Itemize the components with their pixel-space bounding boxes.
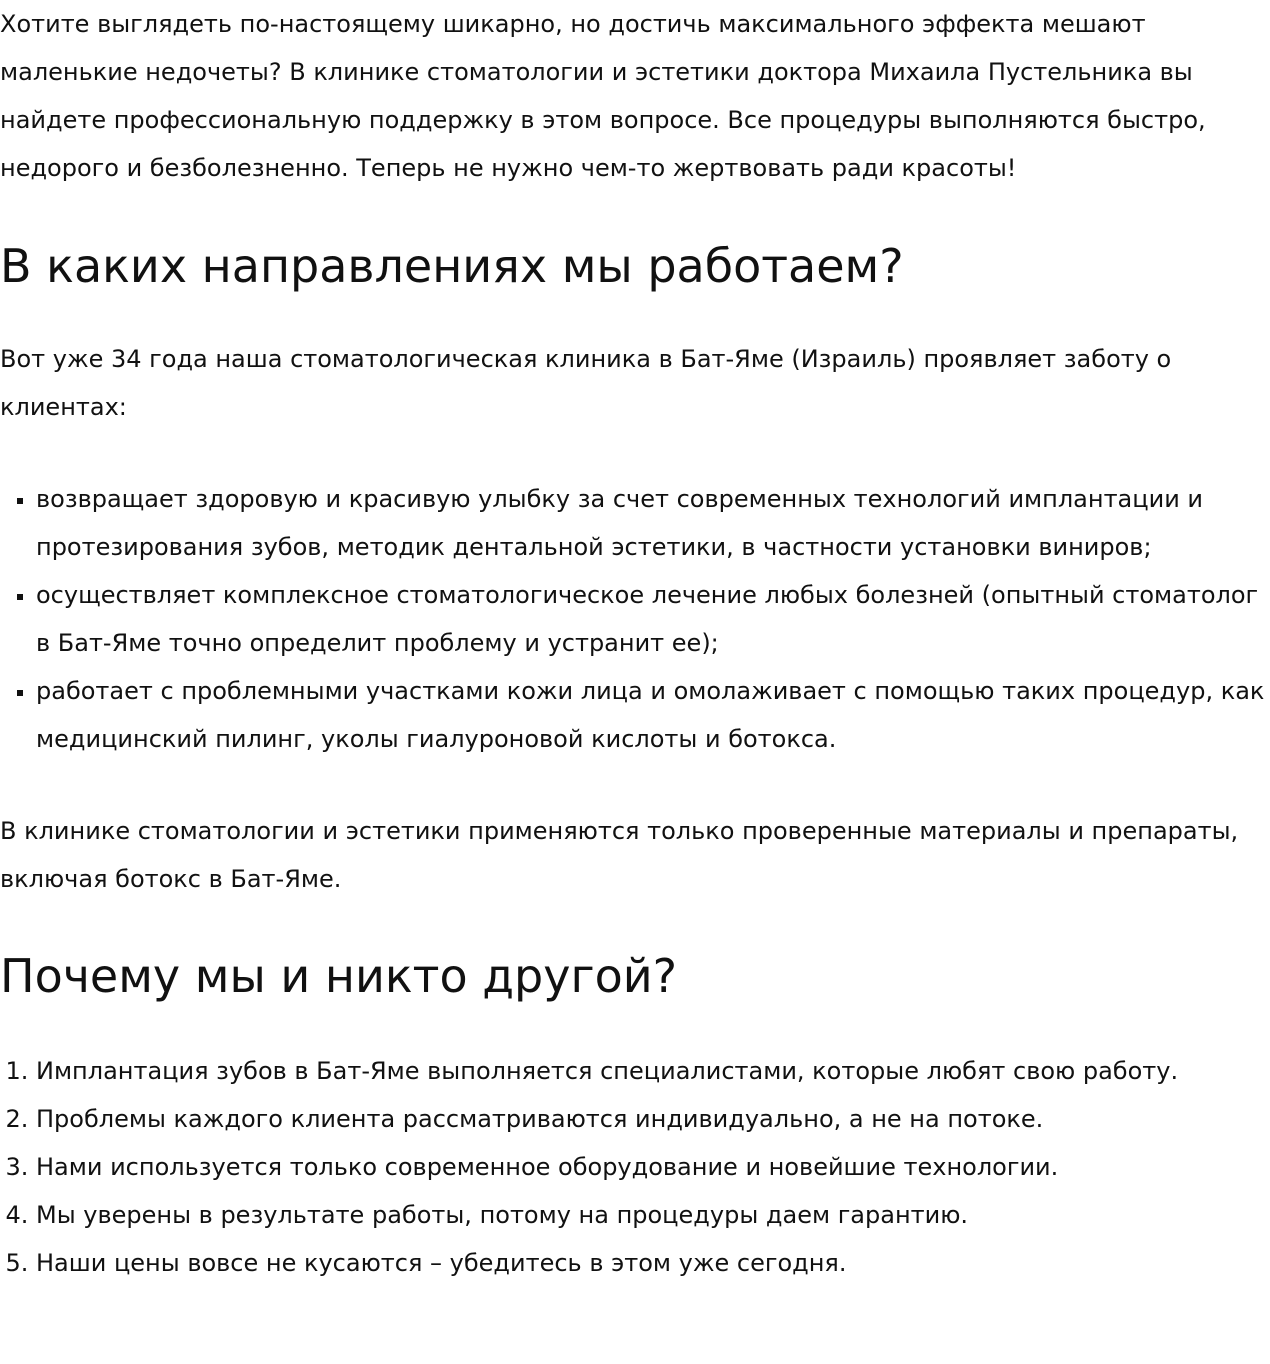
reasons-list-item: 4. Мы уверены в результате работы, потому на процедуры даем гарантию. — [36, 1191, 1270, 1239]
materials-paragraph: В клинике стоматологии и эстетики применяются только проверенные материалы и препараты, включая ботокс в Бат-Яме. — [0, 817, 1239, 893]
reasons-list-item: 5. Наши цены вовсе не кусаются – убедитесь в этом уже сегодня. — [36, 1239, 1270, 1287]
intro-paragraph: Хотите выглядеть по-настоящему шикарно, но достичь максимального эффекта мешают маленькие недочеты? В клинике стоматологии и эстетики доктора Михаила Пустельника вы найдете профессиональную поддержку в этом вопросе. Все процедуры выполняются быстро, недорого и безболезненно. Теперь не нужно чем-то жертвовать ради красоты! — [0, 10, 1206, 182]
services-list-item: ▪ осуществляет комплексное стоматологическое лечение любых болезней (опытный стоматолог в Бат-Яме точно определит проблему и устранит ее); — [36, 571, 1270, 667]
services-list — [0, 475, 1270, 763]
services-list-item: ▪ возвращает здоровую и красивую улыбку за счет современных технологий имплантации и протезирования зубов, методик дентальной эстетики, в частности установки виниров; — [36, 475, 1270, 571]
section-heading-why-us: Почему мы и никто другой? — [0, 949, 678, 1003]
directions-lead-paragraph: Вот уже 34 года наша стоматологическая клиника в Бат-Яме (Израиль) проявляет заботу о клиентах: — [0, 345, 1172, 421]
reasons-list-item: 3. Нами используется только современное оборудование и новейшие технологии. — [36, 1143, 1270, 1191]
reasons-list-item: 1. Имплантация зубов в Бат-Яме выполняется специалистами, которые любят свою работу. — [36, 1047, 1270, 1095]
reasons-list — [0, 1047, 1270, 1287]
section-heading-directions: В каких направлениях мы работаем? — [0, 239, 904, 293]
reasons-list-item: 2. Проблемы каждого клиента рассматриваются индивидуально, а не на потоке. — [36, 1095, 1270, 1143]
services-list-item: ▪ работает с проблемными участками кожи лица и омолаживает с помощью таких процедур, как медицинский пилинг, уколы гиалуроновой кислоты и ботокса. — [36, 667, 1270, 763]
